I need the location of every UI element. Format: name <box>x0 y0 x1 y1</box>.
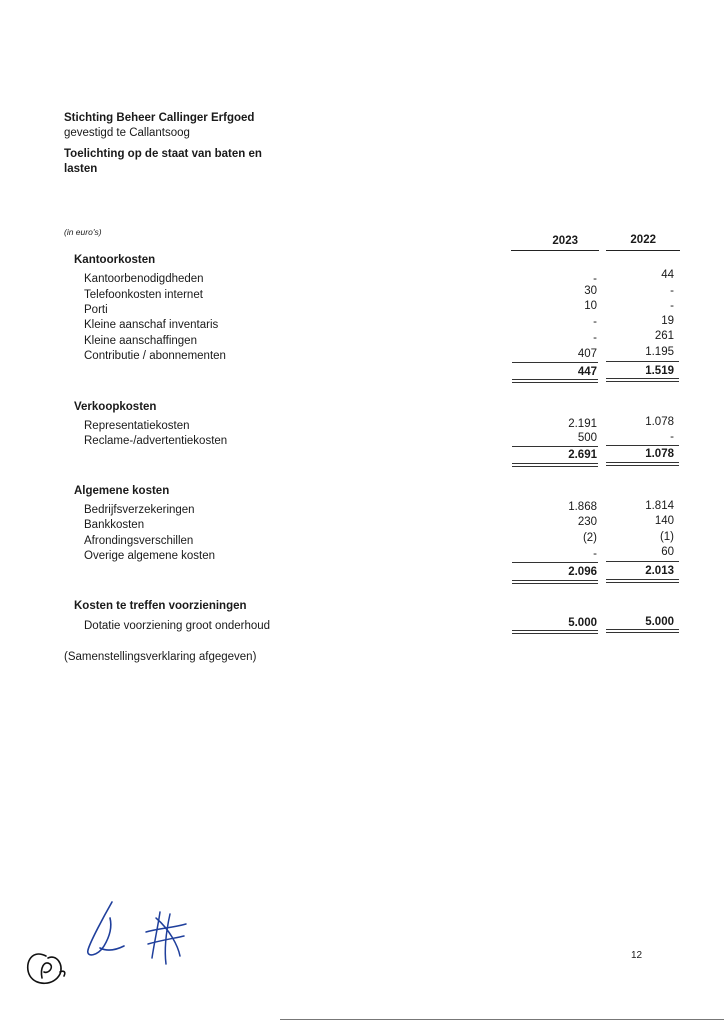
line-item-label: Afrondingsverschillen <box>84 535 194 547</box>
initials-circle-mark <box>28 954 65 983</box>
line-item-value-2023: 2.191 <box>568 418 597 430</box>
line-item-value-2023: 407 <box>577 348 597 360</box>
line-item-label: Porti <box>84 304 108 316</box>
line-item-label: Bankkosten <box>84 519 145 531</box>
scan-edge-line <box>280 1019 724 1020</box>
line-item-label: Overige algemene kosten <box>84 550 216 562</box>
page-number: 12 <box>631 950 643 961</box>
section-total-2023: 2.096 <box>568 566 597 578</box>
section-title: Algemene kosten <box>74 485 170 497</box>
line-item-value-2023: 5.000 <box>568 617 597 629</box>
line-item-value-2022: 140 <box>654 515 674 527</box>
line-item-value-2022: 1.078 <box>645 416 674 428</box>
initials-blue-mark-2 <box>146 912 186 964</box>
line-item-value-2022: (1) <box>659 531 674 543</box>
section-total-2023: 447 <box>577 366 597 378</box>
total-double-rule-2022 <box>606 462 679 466</box>
line-item-value-2022: 1.195 <box>645 346 674 358</box>
line-item-value-2023: - <box>593 332 597 344</box>
total-double-rule-2023 <box>512 630 598 634</box>
line-item-label: Bedrijfsverzekeringen <box>84 504 195 516</box>
subtotal-rule-2022 <box>606 445 679 446</box>
line-item-value-2023: - <box>593 273 597 285</box>
total-double-rule-2023 <box>512 580 598 584</box>
subtotal-rule-2023 <box>512 562 598 563</box>
handwritten-initials <box>20 898 210 998</box>
line-item-value-2022: 5.000 <box>645 616 674 628</box>
line-item-value-2023: 30 <box>584 285 597 297</box>
section-total-2023: 2.691 <box>568 449 597 461</box>
line-item-label: Contributie / abonnementen <box>84 350 226 362</box>
section-title: Kantoorkosten <box>74 254 156 266</box>
line-item-value-2022: 19 <box>661 315 674 327</box>
line-item-value-2022: - <box>670 431 674 443</box>
line-item-value-2022: - <box>670 285 674 297</box>
organization-name: Stichting Beheer Callinger Erfgoed <box>64 112 255 124</box>
organization-location: gevestigd te Callantsoog <box>64 127 190 139</box>
line-item-label: Reclame-/advertentiekosten <box>84 435 228 447</box>
unit-note: (in euro's) <box>64 227 102 237</box>
section-total-2022: 1.078 <box>645 448 674 460</box>
subtotal-rule-2023 <box>512 446 598 447</box>
line-item-value-2023: 500 <box>577 432 597 444</box>
total-double-rule-2023 <box>512 379 598 383</box>
line-item-label: Representatiekosten <box>84 420 190 432</box>
line-item-value-2023: (2) <box>582 532 597 544</box>
section-total-2022: 1.519 <box>645 365 674 377</box>
line-item-label: Dotatie voorziening groot onderhoud <box>84 620 271 632</box>
section-title: Kosten te treffen voorzieningen <box>74 600 247 612</box>
total-double-rule-2022 <box>606 378 679 382</box>
line-item-value-2023: 1.868 <box>568 501 597 513</box>
line-item-label: Telefoonkosten internet <box>84 289 203 301</box>
total-double-rule-2023 <box>512 463 598 467</box>
line-item-label: Kleine aanschaffingen <box>84 335 197 347</box>
subtotal-rule-2022 <box>606 561 679 562</box>
line-item-value-2023: - <box>593 548 597 560</box>
line-item-value-2023: 230 <box>577 516 597 528</box>
column-header-rule-2023 <box>511 250 599 251</box>
column-header-2023: 2023 <box>552 235 578 247</box>
column-header-rule-2022 <box>606 250 680 251</box>
line-item-value-2022: - <box>670 300 674 312</box>
line-item-value-2023: 10 <box>584 300 597 312</box>
initials-blue-mark-1 <box>88 902 124 955</box>
subtotal-rule-2023 <box>512 362 598 363</box>
compilation-statement-note: (Samenstellingsverklaring afgegeven) <box>64 651 257 663</box>
line-item-value-2023: - <box>593 316 597 328</box>
document-title: Toelichting op de staat van baten en lasten <box>64 148 262 175</box>
line-item-value-2022: 261 <box>654 330 674 342</box>
line-item-value-2022: 60 <box>661 546 674 558</box>
section-title: Verkoopkosten <box>74 401 157 413</box>
section-total-2022: 2.013 <box>645 565 674 577</box>
line-item-value-2022: 1.814 <box>645 500 674 512</box>
column-header-2022: 2022 <box>630 234 656 246</box>
total-double-rule-2022 <box>606 579 679 583</box>
line-item-value-2022: 44 <box>661 269 674 281</box>
line-item-label: Kantoorbenodigdheden <box>84 273 204 285</box>
subtotal-rule-2022 <box>606 361 679 362</box>
line-item-label: Kleine aanschaf inventaris <box>84 319 219 331</box>
total-double-rule-2022 <box>606 629 679 633</box>
